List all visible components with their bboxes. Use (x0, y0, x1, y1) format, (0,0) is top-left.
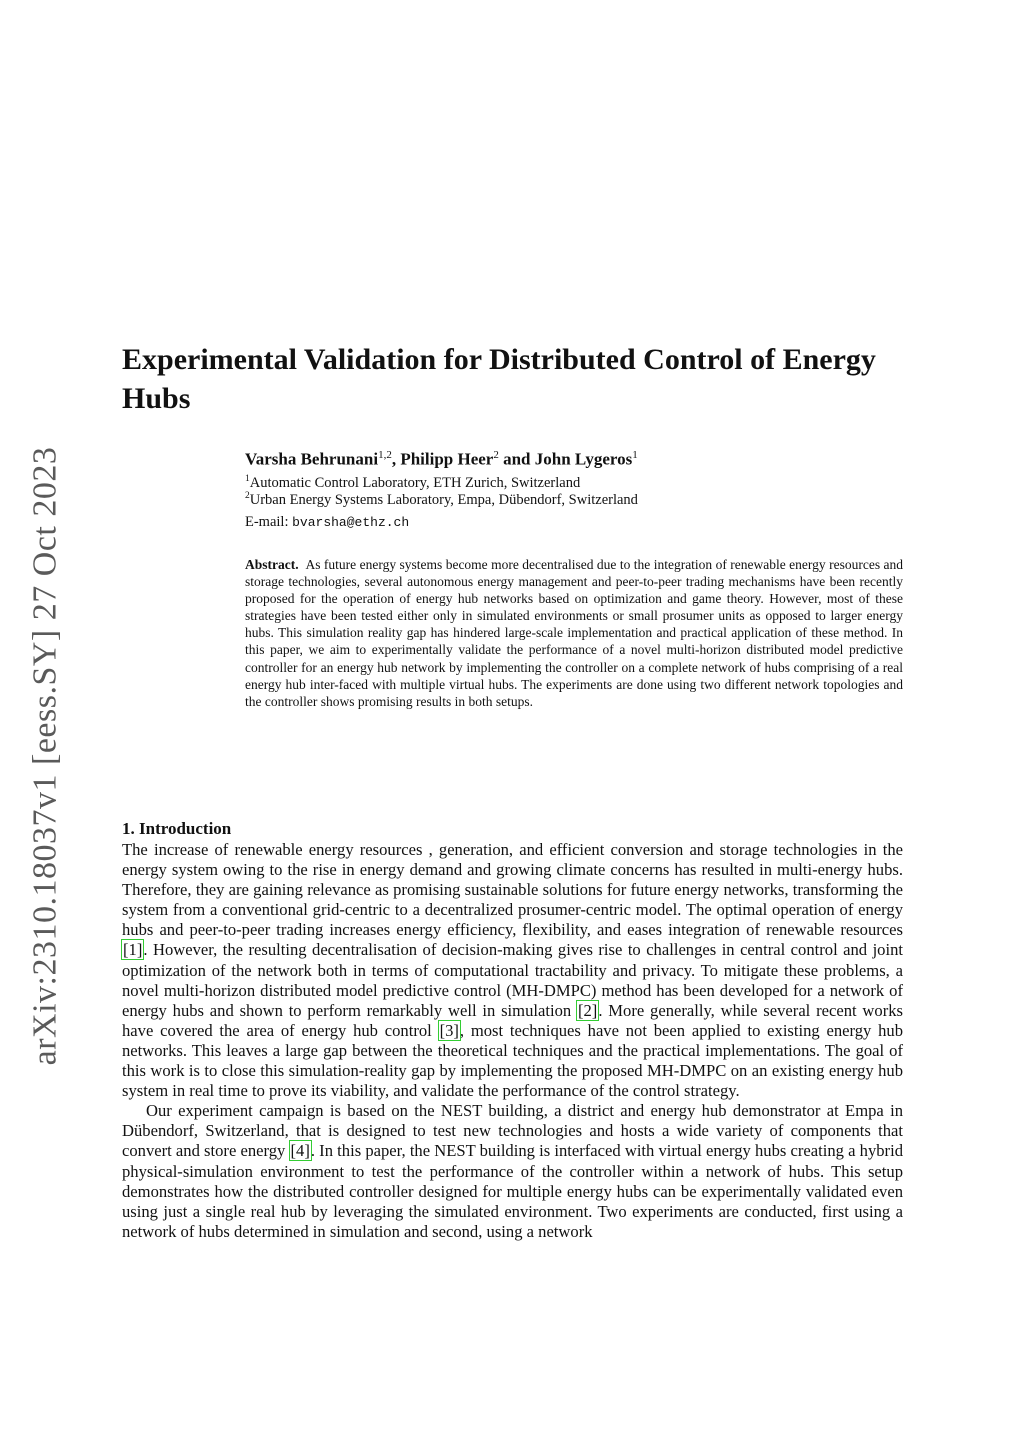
section-title: Introduction (139, 819, 232, 838)
abstract-label: Abstract. (245, 557, 299, 572)
author-list (245, 444, 905, 471)
paragraph (122, 840, 903, 1101)
text-run: . More generally, while several recent works have covered the area of energy hub control (122, 1000, 903, 1040)
section-number: 1. (122, 819, 135, 838)
author-separator: and (498, 449, 535, 469)
abstract-text: As future energy systems become more decentralised due to the integration of renewable energy resources and storage technologies, several autonomous energy management and peer-to-peer trading mechanisms have been recently proposed for the operation of energy hub networks based on optimization and game theory. However, most of these strategies have been tested either only in simulated environments or small prosumer units as opposed to larger energy hubs. This simulation reality gap has hindered large-scale implementation and practical application of these method. In this paper, we aim to experimentally validate the performance of a novel multi-horizon distributed model predictive controller for an energy hub network by implementing the controller on a complete network of hubs comprising of a real energy hub inter-faced with multiple virtual hubs. The experiments are done using two different network topologies and the controller shows promising results in both setups. (245, 557, 903, 709)
author-affiliation-marker: 2 (493, 449, 499, 461)
arxiv-identifier: arXiv:2310.18037v1 [eess.SY] 27 Oct 2023 (26, 446, 64, 1066)
author-name: John Lygeros (534, 449, 633, 469)
email-address[interactable]: bvarsha@ethz.ch (292, 515, 410, 530)
text-run: The increase of renewable energy resources , generation, and efficient conversion and storage technologies in the energy system owing to the rise in energy demand and growing climate concerns has resulted in multi-energy hubs. Therefore, they are gaining relevance as promising sustainable solutions for future energy networks, transforming the system from a conventional grid-centric to a decentralized prosumer-centric model. The optimal operation of energy hubs and peer-to-peer trading increases energy efficiency, flexibility, and eases integration of renewable resources (122, 840, 903, 940)
author-affiliation-marker: 1,2 (378, 449, 392, 461)
paper-title: Experimental Validation for Distributed Control of Energy Hubs (122, 343, 876, 415)
author-affiliation-marker: 1 (632, 449, 638, 461)
paragraph (122, 1101, 903, 1242)
text-run: . However, the resulting decentralisation of decision-making gives rise to challenges in central control and joint optimization of the network both in terms of computational tractability and privacy. To mitigate these problems, a novel multi-horizon distributed model predictive control (MH-DMPC) method has been developed for a network of energy hubs and shown to perform remarkably well in simulation (122, 940, 903, 1020)
arxiv-identifier-margin (20, 444, 70, 1068)
text-run: . In this paper, the NEST building is interfaced with virtual energy hubs creating a hybrid physical-simulation environment to test the performance of the controller within a network of hubs. This setup demonstrates how the distributed controller designed for multiple energy hubs can be experimentally validated even using just a single real hub by leveraging the simulated environment. Two experiments are conducted, first using a network of hubs determined in simulation and second, using a network (122, 1141, 903, 1241)
text-run: Our experiment campaign is based on the NEST building, a district and energy hub demonstrator at Empa in Dübendorf, Switzerland, that is designed to test new technologies and hosts a wide variety of components that convert and store energy (122, 1101, 903, 1161)
email-label: E-mail: (245, 514, 289, 530)
email-line (245, 513, 409, 532)
affiliation-text: Automatic Control Laboratory, ETH Zurich, Switzerland (249, 474, 581, 491)
affiliation-number: 2 (245, 491, 250, 501)
citation-link[interactable]: [1] (123, 940, 143, 960)
author-name: Philipp Heer (400, 449, 494, 469)
abstract (245, 556, 903, 710)
author-separator: , (391, 449, 401, 469)
citation-link[interactable]: [3] (439, 1020, 459, 1040)
text-run: , most techniques have not been applied to existing energy hub networks. This leaves a large gap between the theoretical techniques and the practical implementations. The goal of this work is to close this simulation-reality gap by implementing the proposed MH-DMPC on an existing energy hub system in real time to prove its viability, and validate the performance of the control strategy. (122, 1020, 904, 1101)
citation-link[interactable]: [4] (290, 1141, 310, 1161)
section-heading (122, 819, 231, 839)
affiliation-number: 1 (245, 474, 250, 484)
introduction-body (122, 840, 903, 1242)
affiliation (245, 487, 905, 509)
author-name: Varsha Behrunani (245, 449, 379, 469)
affiliation-text: Urban Energy Systems Laboratory, Empa, Dübendorf, Switzerland (249, 491, 638, 508)
citation-link[interactable]: [2] (577, 1000, 598, 1020)
